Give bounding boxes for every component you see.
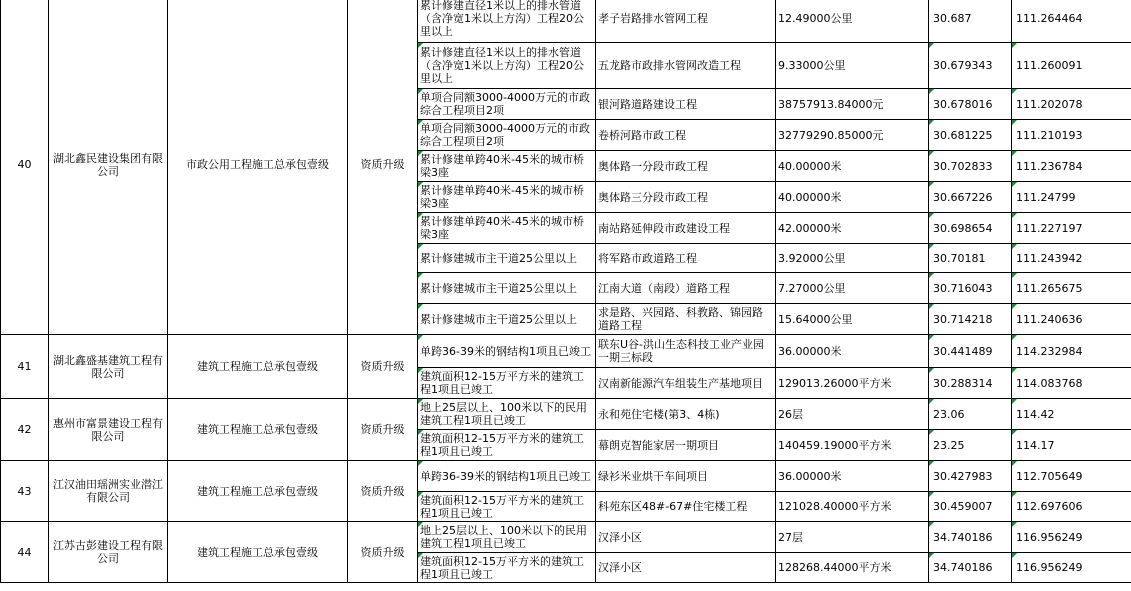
cell-latitude[interactable] xyxy=(929,368,1012,399)
cell-latitude-text: 30.679343 xyxy=(933,59,993,72)
cell-requirement-text: 地上25层以上、100米以下的民用建筑工程1项且已竣工 xyxy=(420,524,587,550)
table-row xyxy=(1,0,1131,43)
cell-scale-amount-text: 129013.26000平方米 xyxy=(778,376,892,390)
cell-latitude-text: 30.667226 xyxy=(933,190,993,204)
cell-project-name-text: 南站路延伸段市政建设工程 xyxy=(598,221,730,235)
cell-requirement-text: 建筑面积12-15万平方米的建筑工程1项且已竣工 xyxy=(420,370,584,396)
cell-project-name[interactable] xyxy=(596,430,776,461)
cell-longitude[interactable] xyxy=(1012,182,1131,213)
cell-scale-amount-text: 36.00000米 xyxy=(778,469,842,483)
cell-project-name[interactable] xyxy=(596,553,776,583)
cell-requirement-text: 地上25层以上、100米以下的民用建筑工程1项且已竣工 xyxy=(420,401,587,427)
cell-serial-no[interactable] xyxy=(1,335,49,399)
cell-requirement-text: 累计修建单跨40米-45米的城市桥梁3座 xyxy=(420,184,584,210)
cell-company-name[interactable] xyxy=(49,335,168,399)
cell-scale-amount-text: 140459.19000平方米 xyxy=(778,438,892,452)
cell-longitude[interactable] xyxy=(1012,461,1131,492)
cell-project-name[interactable] xyxy=(596,89,776,120)
cell-requirement[interactable] xyxy=(418,0,596,43)
cell-requirement-text: 单项合同额3000-4000万元的市政综合工程项目2项 xyxy=(420,91,590,117)
cell-longitude-text: 112.705649 xyxy=(1016,469,1083,483)
cell-latitude[interactable] xyxy=(929,430,1012,461)
cell-scale-amount-text: 26层 xyxy=(778,407,803,421)
cell-longitude-text: 111.236784 xyxy=(1016,159,1083,173)
cell-scale-amount-text: 15.64000公里 xyxy=(778,312,853,326)
cell-scale-amount[interactable] xyxy=(776,43,929,89)
cell-longitude-text: 111.243942 xyxy=(1016,251,1083,265)
cell-company-name[interactable] xyxy=(49,522,168,583)
cell-requirement[interactable] xyxy=(418,492,596,522)
cell-longitude[interactable] xyxy=(1012,273,1131,304)
cell-serial-no-text: 42 xyxy=(17,423,32,436)
cell-requirement-text: 单项合同额3000-4000万元的市政综合工程项目2项 xyxy=(420,122,590,148)
cell-scale-amount-text: 38757913.84000元 xyxy=(778,97,884,111)
cell-serial-no-text: 44 xyxy=(17,545,32,559)
cell-latitude[interactable] xyxy=(929,304,1012,335)
cell-serial-no[interactable] xyxy=(1,399,49,461)
cell-scale-amount-text: 32779290.85000元 xyxy=(778,128,884,142)
cell-project-name[interactable] xyxy=(596,399,776,430)
cell-longitude[interactable] xyxy=(1012,399,1131,430)
cell-qualification[interactable] xyxy=(168,522,348,583)
cell-qualification-text: 建筑工程施工总承包壹级 xyxy=(197,423,318,436)
cell-qualification[interactable] xyxy=(168,399,348,461)
table-row xyxy=(1,335,1131,368)
cell-latitude-text: 30.70181 xyxy=(933,251,986,265)
cell-project-name-text: 银河路道路建设工程 xyxy=(598,97,697,111)
cell-scale-amount[interactable] xyxy=(776,553,929,583)
cell-application-type-text: 资质升级 xyxy=(360,360,405,373)
cell-longitude[interactable] xyxy=(1012,492,1131,522)
cell-latitude-text: 30.716043 xyxy=(933,281,993,295)
cell-qualification[interactable] xyxy=(168,335,348,399)
cell-requirement[interactable] xyxy=(418,182,596,213)
cell-project-name[interactable] xyxy=(596,43,776,89)
cell-project-name-text: 江南大道（南段）道路工程 xyxy=(598,281,730,295)
cell-company-name[interactable] xyxy=(49,0,168,335)
cell-project-name-text: 绿衫米业烘干车间项目 xyxy=(598,469,708,483)
cell-requirement[interactable] xyxy=(418,304,596,335)
cell-scale-amount[interactable] xyxy=(776,244,929,273)
cell-project-name[interactable] xyxy=(596,461,776,492)
cell-longitude-text: 116.956249 xyxy=(1016,561,1083,574)
cell-scale-amount-text: 40.00000米 xyxy=(778,190,842,204)
cell-project-name-text: 科苑东区48#-67#住宅楼工程 xyxy=(598,500,748,513)
cell-project-name-text: 永和苑住宅楼(第3、4栋) xyxy=(598,407,720,421)
cell-scale-amount[interactable] xyxy=(776,399,929,430)
cell-requirement[interactable] xyxy=(418,273,596,304)
cell-latitude-text: 30.678016 xyxy=(933,97,993,111)
cell-project-name[interactable] xyxy=(596,213,776,244)
cell-latitude-text: 30.681225 xyxy=(933,128,993,142)
cell-requirement[interactable] xyxy=(418,89,596,120)
cell-company-name[interactable] xyxy=(49,399,168,461)
cell-requirement[interactable] xyxy=(418,399,596,430)
cell-latitude-text: 34.740186 xyxy=(933,561,993,574)
cell-latitude[interactable] xyxy=(929,492,1012,522)
cell-project-name-text: 汉南新能源汽车组装生产基地项目 xyxy=(598,376,763,390)
cell-qualification[interactable] xyxy=(168,461,348,522)
cell-serial-no[interactable] xyxy=(1,461,49,522)
cell-project-name-text: 五龙路市政排水管网改造工程 xyxy=(598,59,741,72)
cell-requirement-text: 建筑面积12-15万平方米的建筑工程1项且已竣工 xyxy=(420,432,584,458)
cell-latitude-text: 23.06 xyxy=(933,407,965,421)
cell-longitude[interactable] xyxy=(1012,335,1131,368)
cell-application-type[interactable] xyxy=(348,335,418,399)
cell-latitude[interactable] xyxy=(929,273,1012,304)
cell-application-type[interactable] xyxy=(348,399,418,461)
cell-requirement[interactable] xyxy=(418,522,596,553)
cell-requirement-text: 累计修建城市主干道25公里以上 xyxy=(420,312,577,326)
cell-latitude-text: 30.702833 xyxy=(933,159,993,173)
cell-latitude-text: 34.740186 xyxy=(933,530,993,544)
cell-scale-amount[interactable] xyxy=(776,151,929,182)
cell-longitude-text: 111.265675 xyxy=(1016,281,1083,295)
cell-scale-amount-text: 121028.40000平方米 xyxy=(778,500,892,513)
cell-latitude-text: 30.714218 xyxy=(933,312,993,326)
cell-application-type[interactable] xyxy=(348,0,418,335)
cell-application-type[interactable] xyxy=(348,522,418,583)
cell-longitude-text: 111.260091 xyxy=(1016,59,1083,72)
cell-project-name-text: 求是路、兴园路、科教路、锦园路道路工程 xyxy=(598,306,763,332)
cell-latitude-text: 30.687 xyxy=(933,12,972,25)
cell-requirement[interactable] xyxy=(418,430,596,461)
cell-latitude[interactable] xyxy=(929,43,1012,89)
cell-requirement-text: 单跨36-39米的钢结构1项且已竣工 xyxy=(420,344,591,358)
cell-requirement-text: 累计修建单跨40米-45米的城市桥梁3座 xyxy=(420,153,584,179)
cell-latitude-text: 30.288314 xyxy=(933,376,993,390)
cell-scale-amount[interactable] xyxy=(776,213,929,244)
cell-qualification-text: 建筑工程施工总承包壹级 xyxy=(197,545,318,559)
cell-project-name[interactable] xyxy=(596,244,776,273)
cell-longitude-text: 111.202078 xyxy=(1016,97,1083,111)
cell-longitude-text: 116.956249 xyxy=(1016,530,1083,544)
cell-serial-no[interactable] xyxy=(1,0,49,335)
cell-longitude-text: 111.210193 xyxy=(1016,128,1083,142)
cell-scale-amount[interactable] xyxy=(776,182,929,213)
cell-project-name[interactable] xyxy=(596,368,776,399)
cell-requirement-text: 建筑面积12-15万平方米的建筑工程1项且已竣工 xyxy=(420,493,584,520)
cell-requirement-text: 建筑面积12-15万平方米的建筑工程1项且已竣工 xyxy=(420,554,584,581)
cell-project-name[interactable] xyxy=(596,335,776,368)
cell-qualification-text: 建筑工程施工总承包壹级 xyxy=(197,360,318,373)
cell-application-type-text: 资质升级 xyxy=(360,158,405,171)
cell-longitude[interactable] xyxy=(1012,213,1131,244)
cell-company-name-text: 湖北鑫盛基建筑工程有限公司 xyxy=(53,353,163,380)
cell-latitude[interactable] xyxy=(929,399,1012,430)
cell-scale-amount-text: 3.92000公里 xyxy=(778,251,846,265)
cell-company-name-text: 江汉油田瑶洲实业潜江有限公司 xyxy=(53,478,163,504)
cell-scale-amount[interactable] xyxy=(776,120,929,151)
cell-serial-no-text: 43 xyxy=(17,484,32,498)
cell-latitude-text: 23.25 xyxy=(933,438,965,452)
table-row xyxy=(1,399,1131,430)
cell-project-name-text: 幕朗克智能家居一期项目 xyxy=(598,438,719,452)
cell-longitude-text: 111.227197 xyxy=(1016,221,1083,235)
cell-latitude[interactable] xyxy=(929,120,1012,151)
table-row xyxy=(1,461,1131,492)
cell-requirement[interactable] xyxy=(418,553,596,583)
cell-requirement[interactable] xyxy=(418,213,596,244)
cell-company-name-text: 湖北鑫民建设集团有限公司 xyxy=(53,151,163,178)
cell-longitude-text: 114.17 xyxy=(1016,438,1055,452)
cell-scale-amount[interactable] xyxy=(776,335,929,368)
cell-project-name-text: 汉泽小区 xyxy=(598,530,642,544)
cell-project-name[interactable] xyxy=(596,522,776,553)
cell-serial-no-text: 40 xyxy=(17,158,32,171)
cell-scale-amount[interactable] xyxy=(776,368,929,399)
cell-scale-amount-text: 7.27000公里 xyxy=(778,281,846,295)
cell-scale-amount-text: 12.49000公里 xyxy=(778,12,853,25)
cell-requirement[interactable] xyxy=(418,335,596,368)
cell-latitude[interactable] xyxy=(929,522,1012,553)
cell-serial-no-text: 41 xyxy=(17,360,32,373)
cell-application-type-text: 资质升级 xyxy=(360,423,405,436)
table-body xyxy=(1,0,1131,583)
cell-project-name-text: 奥体路一分段市政工程 xyxy=(598,159,708,173)
cell-project-name[interactable] xyxy=(596,0,776,43)
cell-longitude-text: 111.264464 xyxy=(1016,12,1083,25)
cell-requirement[interactable] xyxy=(418,244,596,273)
cell-latitude[interactable] xyxy=(929,213,1012,244)
cell-project-name[interactable] xyxy=(596,492,776,522)
cell-scale-amount-text: 27层 xyxy=(778,530,803,544)
cell-project-name[interactable] xyxy=(596,151,776,182)
cell-project-name-text: 将军路市政道路工程 xyxy=(598,251,697,265)
cell-latitude[interactable] xyxy=(929,335,1012,368)
cell-company-name-text: 惠州市富景建设工程有限公司 xyxy=(53,416,163,443)
cell-longitude[interactable] xyxy=(1012,89,1131,120)
cell-longitude[interactable] xyxy=(1012,553,1131,583)
cell-application-type-text: 资质升级 xyxy=(360,545,405,559)
cell-scale-amount-text: 40.00000米 xyxy=(778,159,842,173)
cell-company-name-text: 江苏古彭建设工程有限公司 xyxy=(53,539,163,565)
cell-requirement-text: 累计修建单跨40米-45米的城市桥梁3座 xyxy=(420,215,584,241)
cell-application-type-text: 资质升级 xyxy=(360,484,405,498)
cell-latitude[interactable] xyxy=(929,553,1012,583)
cell-project-name[interactable] xyxy=(596,182,776,213)
cell-qualification[interactable] xyxy=(168,0,348,335)
cell-project-name[interactable] xyxy=(596,304,776,335)
cell-serial-no[interactable] xyxy=(1,522,49,583)
cell-project-name-text: 卷桥河路市政工程 xyxy=(598,128,686,142)
cell-scale-amount[interactable] xyxy=(776,273,929,304)
cell-scale-amount[interactable] xyxy=(776,430,929,461)
cell-requirement-text: 累计修建直径1米以上的排水管道（含净宽1米以上方沟）工程20公里以上 xyxy=(420,46,584,85)
cell-longitude[interactable] xyxy=(1012,0,1131,43)
cell-latitude[interactable] xyxy=(929,151,1012,182)
table-row xyxy=(1,522,1131,553)
cell-longitude[interactable] xyxy=(1012,304,1131,335)
cell-latitude[interactable] xyxy=(929,244,1012,273)
cell-scale-amount[interactable] xyxy=(776,0,929,43)
cell-requirement[interactable] xyxy=(418,43,596,89)
cell-project-name-text: 联东U谷-洪山生态科技工业产业园一期三标段 xyxy=(598,338,765,364)
cell-scale-amount-text: 128268.44000平方米 xyxy=(778,561,892,574)
cell-project-name-text: 奥体路三分段市政工程 xyxy=(598,190,708,204)
cell-latitude-text: 30.427983 xyxy=(933,469,993,483)
cell-scale-amount[interactable] xyxy=(776,461,929,492)
cell-requirement-text: 累计修建城市主干道25公里以上 xyxy=(420,281,577,295)
cell-scale-amount[interactable] xyxy=(776,89,929,120)
cell-requirement[interactable] xyxy=(418,151,596,182)
cell-project-name[interactable] xyxy=(596,273,776,304)
cell-scale-amount-text: 36.00000米 xyxy=(778,344,842,358)
cell-longitude-text: 112.697606 xyxy=(1016,500,1083,513)
cell-scale-amount-text: 9.33000公里 xyxy=(778,59,846,72)
cell-longitude[interactable] xyxy=(1012,368,1131,399)
cell-qualification-text: 建筑工程施工总承包壹级 xyxy=(197,484,318,498)
cell-requirement[interactable] xyxy=(418,368,596,399)
cell-scale-amount[interactable] xyxy=(776,522,929,553)
cell-requirement-text: 单跨36-39米的钢结构1项且已竣工 xyxy=(420,469,591,483)
cell-requirement[interactable] xyxy=(418,461,596,492)
cell-scale-amount[interactable] xyxy=(776,304,929,335)
cell-latitude-text: 30.698654 xyxy=(933,221,993,235)
cell-longitude[interactable] xyxy=(1012,120,1131,151)
cell-requirement[interactable] xyxy=(418,120,596,151)
cell-requirement-text: 累计修建直径1米以上的排水管道（含净宽1米以上方沟）工程20公里以上 xyxy=(420,0,584,38)
cell-longitude[interactable] xyxy=(1012,151,1131,182)
cell-project-name[interactable] xyxy=(596,120,776,151)
cell-latitude[interactable] xyxy=(929,89,1012,120)
cell-latitude[interactable] xyxy=(929,182,1012,213)
cell-company-name[interactable] xyxy=(49,461,168,522)
cell-application-type[interactable] xyxy=(348,461,418,522)
cell-project-name-text: 孝子岩路排水管网工程 xyxy=(598,12,708,25)
cell-latitude-text: 30.459007 xyxy=(933,500,993,513)
cell-scale-amount-text: 42.00000米 xyxy=(778,221,842,235)
cell-longitude-text: 111.240636 xyxy=(1016,312,1083,326)
cell-longitude-text: 114.232984 xyxy=(1016,344,1083,358)
cell-scale-amount[interactable] xyxy=(776,492,929,522)
cell-longitude[interactable] xyxy=(1012,430,1131,461)
cell-requirement-text: 累计修建城市主干道25公里以上 xyxy=(420,251,577,265)
cell-latitude-text: 30.441489 xyxy=(933,344,993,358)
cell-qualification-text: 市政公用工程施工总承包壹级 xyxy=(186,158,329,171)
cell-latitude[interactable] xyxy=(929,461,1012,492)
cell-longitude-text: 111.24799 xyxy=(1016,190,1076,204)
cell-longitude[interactable] xyxy=(1012,43,1131,89)
cell-latitude[interactable] xyxy=(929,0,1012,43)
cell-longitude-text: 114.083768 xyxy=(1016,376,1083,390)
cell-longitude[interactable] xyxy=(1012,522,1131,553)
cell-longitude-text: 114.42 xyxy=(1016,407,1055,421)
cell-project-name-text: 汉泽小区 xyxy=(598,561,642,574)
cell-longitude[interactable] xyxy=(1012,244,1131,273)
